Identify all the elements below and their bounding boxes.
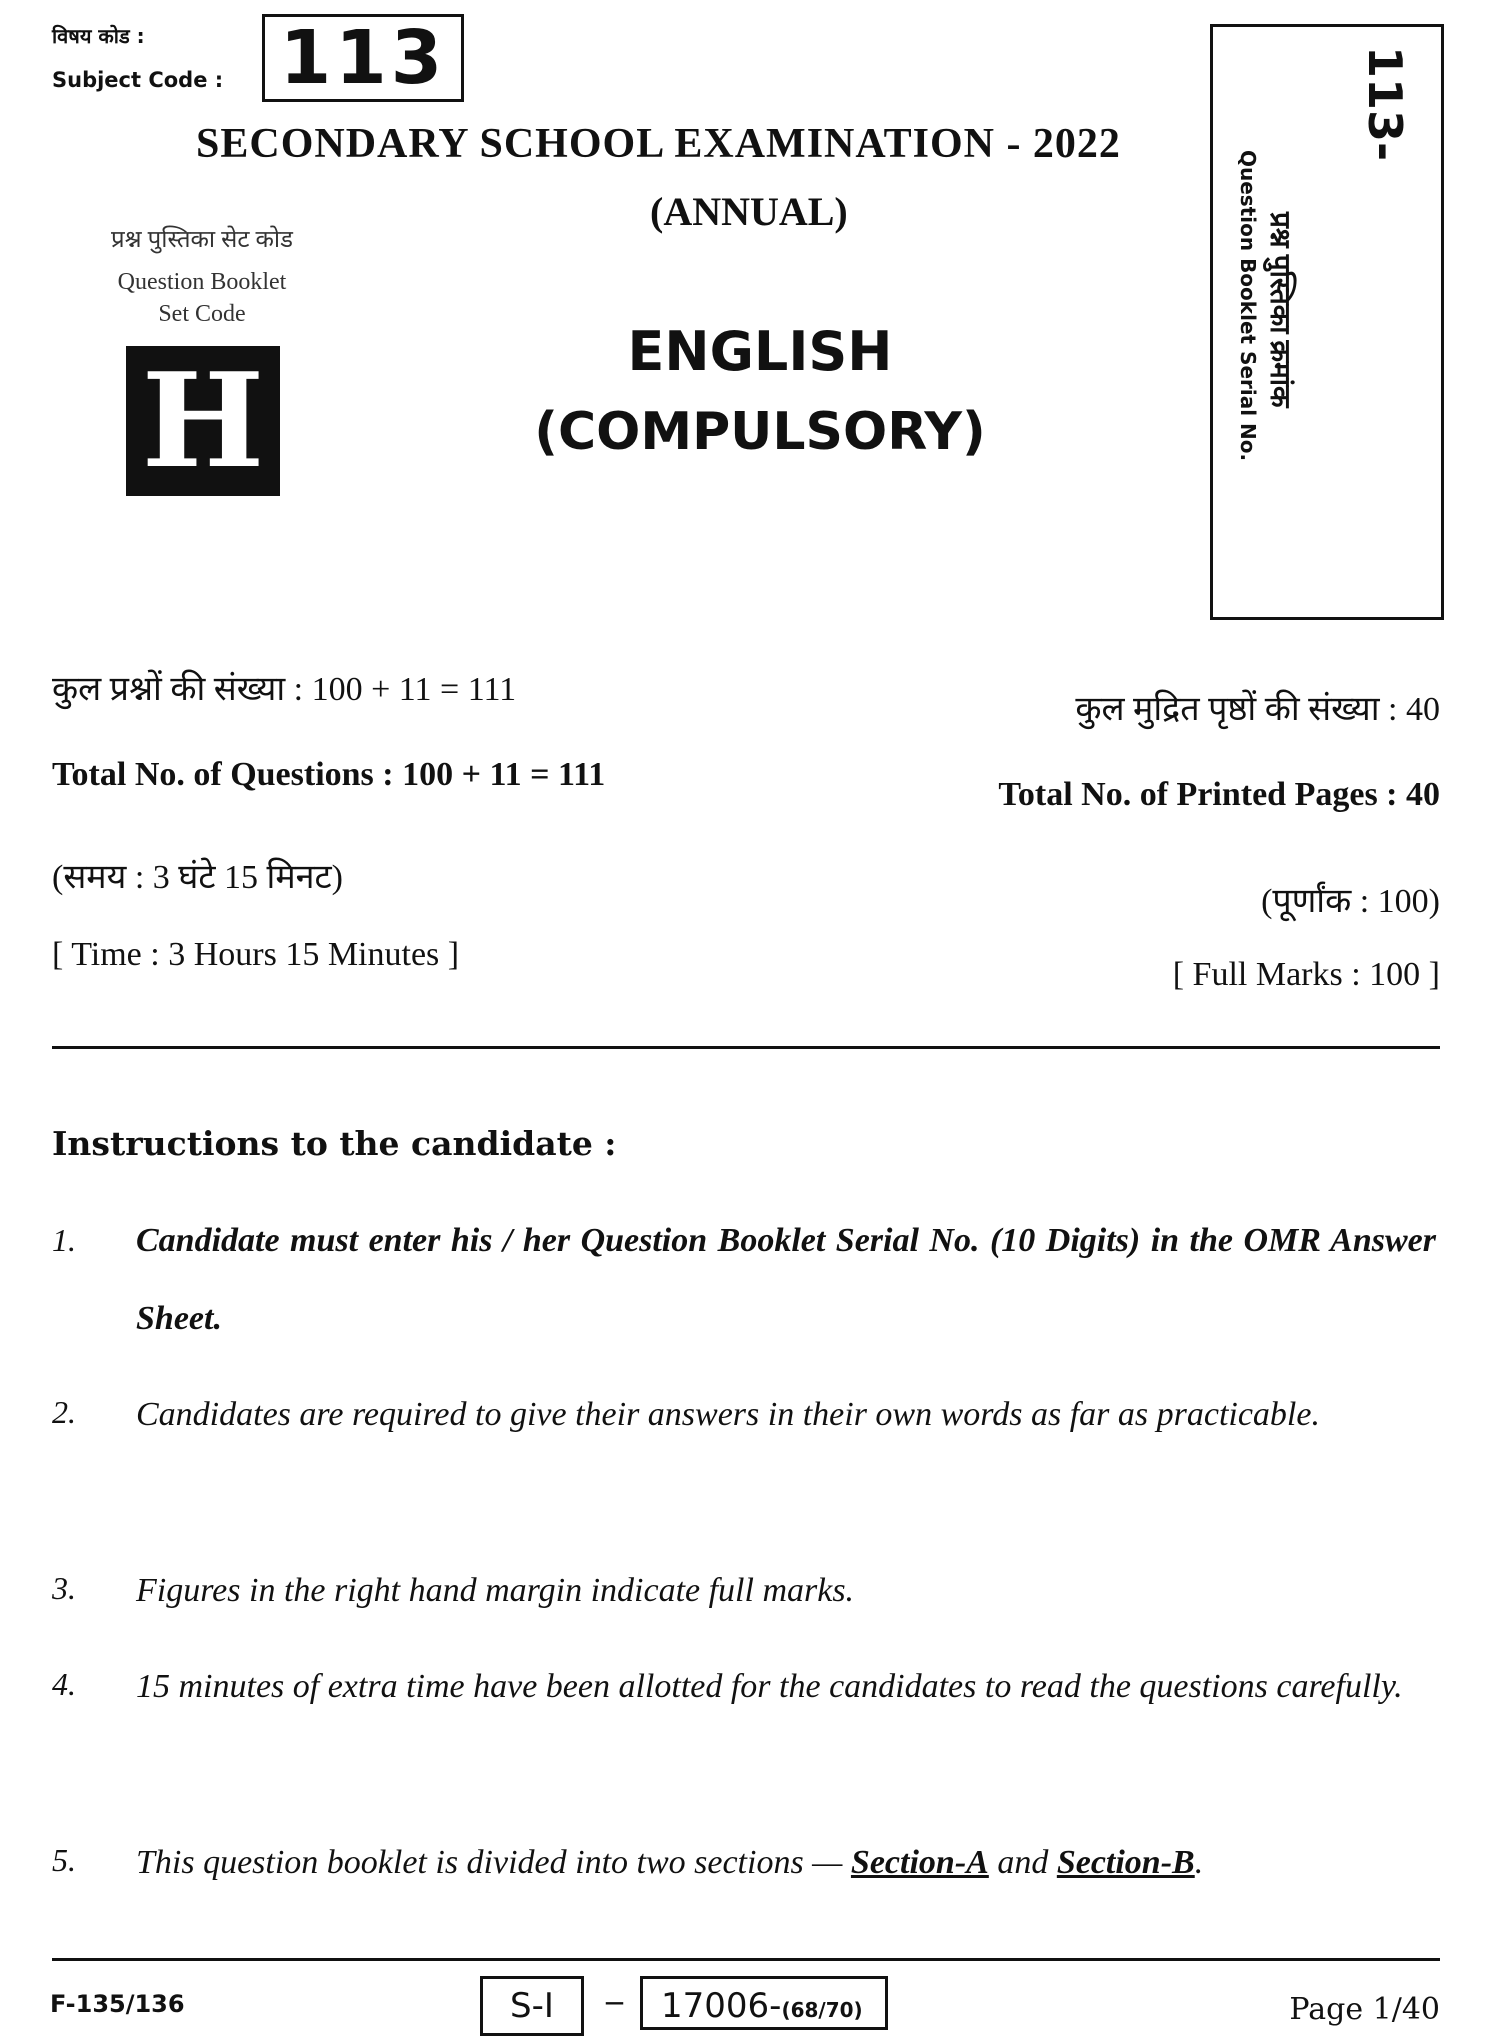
instruction-item-5-text: This question booklet is divided into two sections — [136, 1844, 851, 1881]
instruction-item-2: Candidates are required to give their answers in their own words as far as practicable. [136, 1396, 1320, 1433]
subject-code-box: 113 [262, 14, 464, 102]
section-a-label: Section-A [850, 1844, 989, 1881]
subject-code-label-hi: विषय कोड : [52, 24, 145, 48]
instruction-number: 2. [52, 1394, 76, 1430]
printed-pages-hi: कुल मुद्रित पृष्ठों की संख्या : 40 [1075, 691, 1440, 728]
exam-title: SECONDARY SCHOOL EXAMINATION - 2022 [196, 121, 1121, 167]
serial-label-hi: प्रश्न पुस्तिका क्रमांक [1264, 212, 1295, 408]
time-hi: (समय : 3 घंटे 15 मिनट) [52, 859, 344, 896]
footer-serial-small: (68/70) [781, 1998, 863, 2022]
instruction-item-5-end: . [1194, 1844, 1204, 1881]
footer-dash: – [606, 1982, 623, 2019]
serial-label-en: Question Booklet Serial No. [1236, 150, 1260, 462]
instructions-heading: Instructions to the candidate : [52, 1124, 617, 1163]
instruction-item-1: Candidate must enter his / her Question Booklet Serial No. (10 Digits) in the OMR Answer Sheet. [136, 1222, 1436, 1337]
time-en: [ Time : 3 Hours 15 Minutes ] [52, 936, 460, 973]
instruction-item-5-and: and [988, 1844, 1057, 1881]
exam-type: (ANNUAL) [650, 189, 848, 234]
subject-type: (COMPULSORY) [534, 402, 986, 462]
instruction-number: 5. [52, 1842, 76, 1878]
section-b-label: Section-B [1056, 1844, 1195, 1881]
full-marks-hi: (पूर्णांक : 100) [1261, 883, 1440, 920]
total-questions-hi: कुल प्रश्नों की संख्या : 100 + 11 = 111 [52, 671, 517, 708]
footer-serial-box [640, 1976, 888, 2030]
header-divider [52, 1046, 1440, 1049]
instruction-item-4: 15 minutes of extra time have been allotted for the candidates to read the questions carefully. [136, 1668, 1403, 1705]
full-marks-en: [ Full Marks : 100 ] [1172, 956, 1440, 993]
set-code-label-line1: Question Booklet [117, 269, 287, 295]
total-questions-en: Total No. of Questions : 100 + 11 = 111 [52, 756, 606, 793]
footer-divider [52, 1958, 1440, 1961]
instruction-number: 4. [52, 1666, 76, 1702]
set-code-label-en [72, 266, 332, 330]
serial-number-prefix: 113- [1358, 46, 1412, 162]
subject-code-label-en: Subject Code : [52, 68, 224, 92]
page-number: Page 1/40 [1289, 1992, 1440, 2027]
printed-pages-en: Total No. of Printed Pages : 40 [998, 776, 1440, 813]
set-code-box: H [126, 346, 280, 496]
set-code-label-line2: Set Code [158, 301, 246, 327]
footer-set-box: S-I [480, 1976, 584, 2036]
footer-serial: 17006- [661, 1986, 782, 2026]
instruction-number: 1. [52, 1222, 76, 1258]
instruction-item-3: Figures in the right hand margin indicate full marks. [136, 1572, 855, 1609]
subject-title: ENGLISH [627, 320, 893, 383]
set-code-label-hi: प्रश्न पुस्तिका सेट कोड [111, 227, 293, 253]
footer-code: F-135/136 [50, 1990, 185, 2018]
subject-code-labels [52, 14, 223, 102]
instruction-item-5 [136, 1824, 1436, 1902]
instruction-number: 3. [52, 1570, 76, 1606]
